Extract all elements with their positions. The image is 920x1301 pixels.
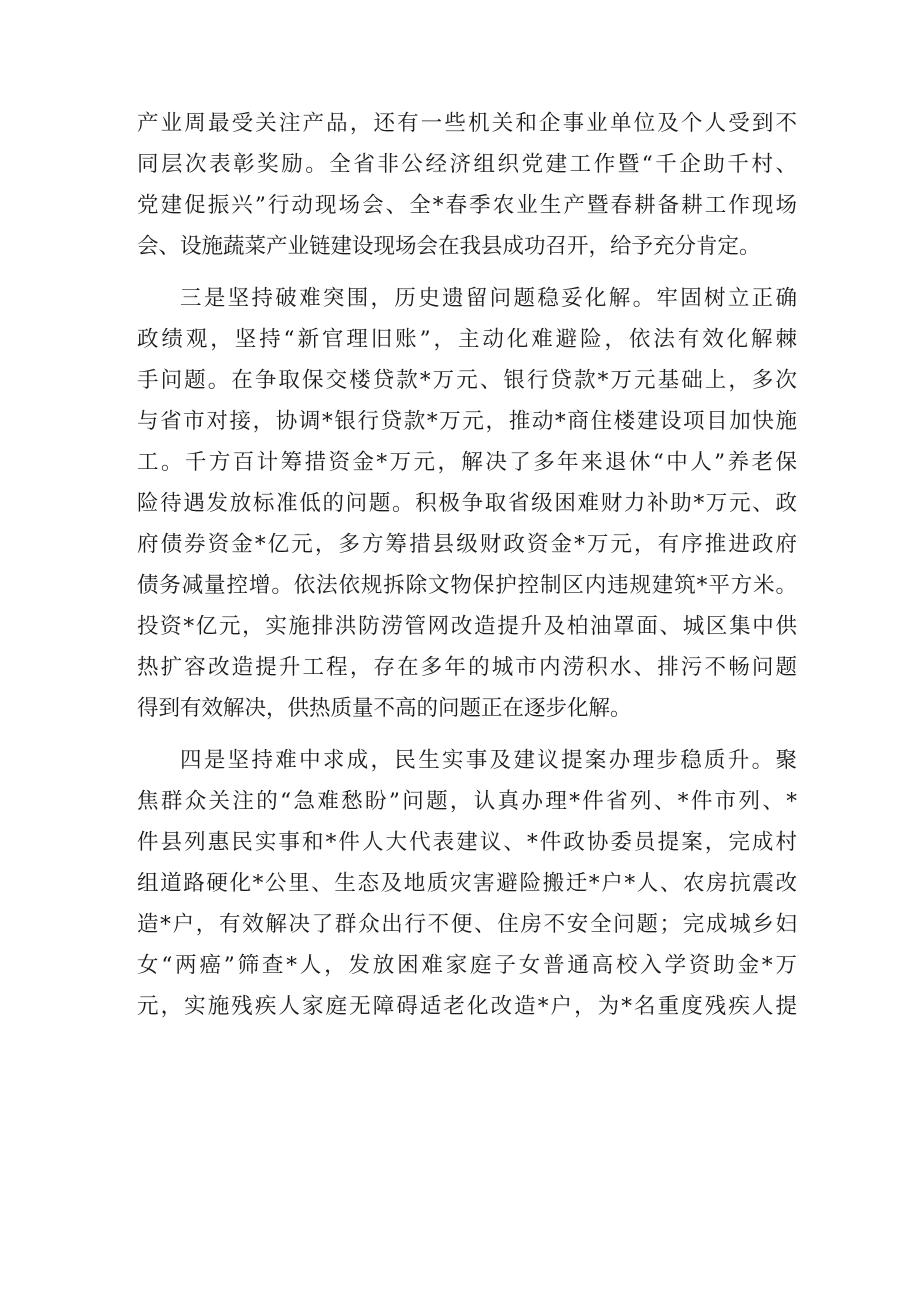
text-line: 府债券资金*亿元，多方筹措县级财政资金*万元，有序推进政府: [137, 532, 797, 557]
text-line: 债务减量控增。依法依规拆除文物保护控制区内违规建筑*平方米。: [137, 573, 797, 598]
text-line: 件县列惠民实事和*件人大代表建议、*件政协委员提案，完成村: [137, 830, 797, 855]
paragraph-point-three: [137, 278, 797, 729]
text-line: 造*户，有效解决了群众出行不便、住房不安全问题；完成城乡妇: [137, 912, 797, 937]
text-line: 元，实施残疾人家庭无障碍适老化改造*户，为*名重度残疾人提: [137, 994, 797, 1019]
text-line: 热扩容改造提升工程，存在多年的城市内涝积水、排污不畅问题: [137, 655, 797, 680]
text-line: 产业周最受关注产品，还有一些机关和企事业单位及个人受到不: [137, 111, 797, 136]
text-line: 手问题。在争取保交楼贷款*万元、银行贷款*万元基础上，多次: [137, 368, 797, 393]
text-line: 组道路硬化*公里、生态及地质灾害避险搬迁*户*人、农房抗震改: [137, 871, 797, 896]
paragraph-point-four: [137, 740, 797, 1027]
text-line: 党建促振兴”行动现场会、全*春季农业生产暨春耕备耕工作现场: [137, 193, 797, 218]
text-line: 工。千方百计筹措资金*万元，解决了多年来退休“中人”养老保: [137, 450, 797, 475]
text-line: 与省市对接，协调*银行贷款*万元，推动*商住楼建设项目加快施: [137, 409, 797, 434]
text-line: 险待遇发放标准低的问题。积极争取省级困难财力补助*万元、政: [137, 491, 797, 516]
text-line: 政绩观，坚持“新官理旧账”，主动化难避险，依法有效化解棘: [137, 327, 797, 352]
text-line: 投资*亿元，实施排洪防涝管网改造提升及柏油罩面、城区集中供: [137, 614, 797, 639]
text-line: 会、设施蔬菜产业链建设现场会在我县成功召开，给予充分肯定。: [137, 234, 761, 259]
text-line: 四是坚持难中求成，民生实事及建议提案办理步稳质升。聚: [180, 748, 797, 773]
text-line: 女“两癌”筛查*人，发放困难家庭子女普通高校入学资助金*万: [137, 953, 797, 978]
text-line: 三是坚持破难突围，历史遗留问题稳妥化解。牢固树立正确: [180, 286, 797, 311]
document-body: [137, 103, 797, 1038]
paragraph-continuation: [137, 103, 797, 267]
text-line: 得到有效解决，供热质量不高的问题正在逐步化解。: [137, 696, 632, 721]
text-line: 同层次表彰奖励。全省非公经济组织党建工作暨“千企助千村、: [137, 152, 797, 177]
text-line: 焦群众关注的“急难愁盼”问题，认真办理*件省列、*件市列、*: [137, 789, 797, 814]
